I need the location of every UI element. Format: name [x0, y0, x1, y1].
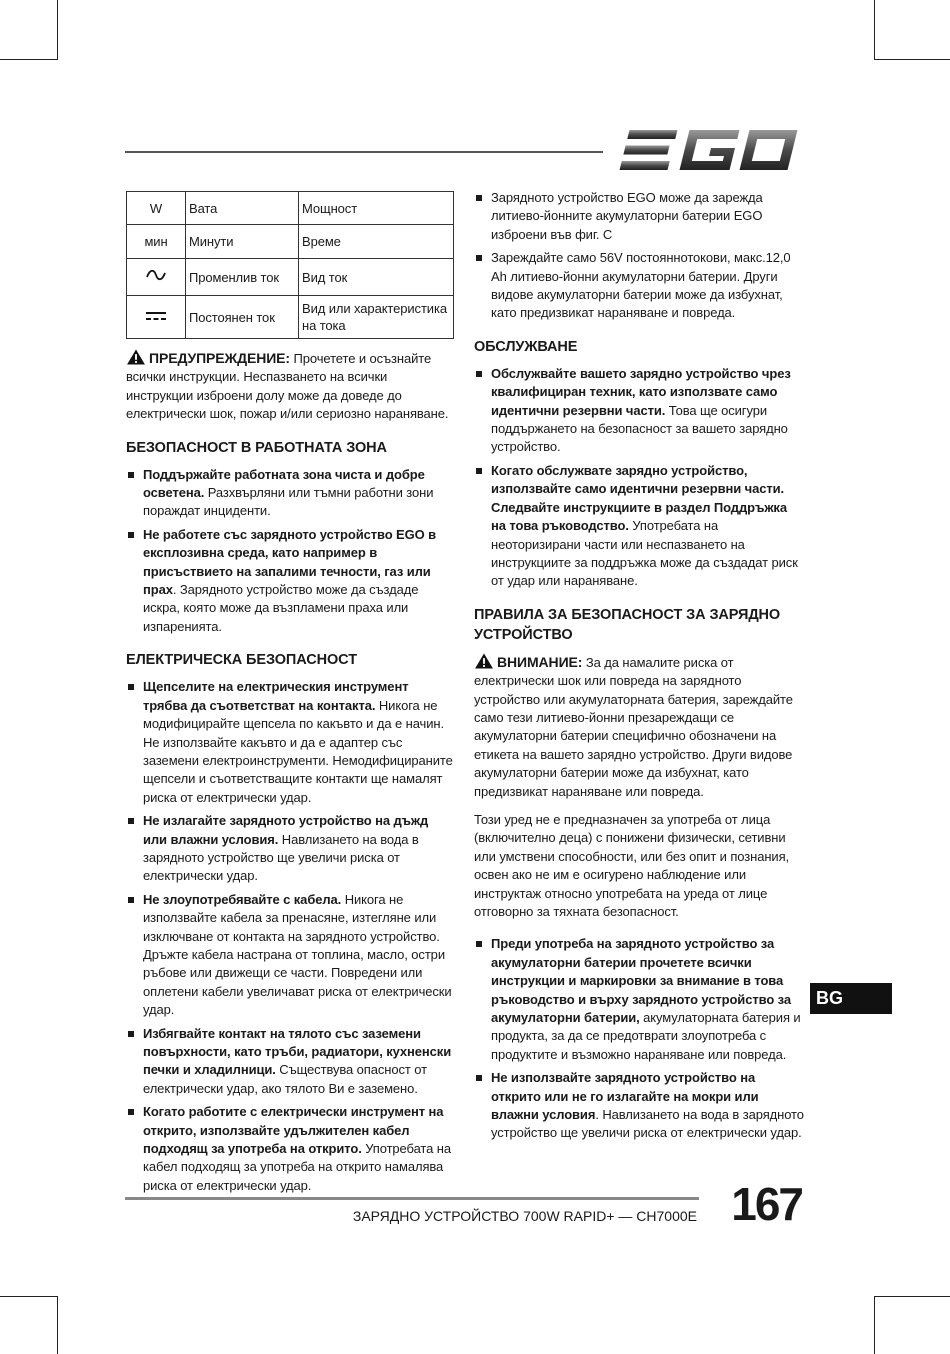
crop-mark: [874, 59, 950, 60]
item-text: Употребата на неоторизирани части или неспазването на инструкциите за поддръжка може да създадат риск от удар или нараняване.: [491, 518, 798, 589]
item-bold: Когато обслужвате зарядно устройство, използвайте само идентични резервни части. Следвайте инструкциите в раздел Поддръжка на това ръководство.: [491, 462, 787, 534]
caution-label: ВНИМАНИЕ:: [497, 653, 583, 670]
item-bold: Не използвайте зарядното устройство на открито или не го излагайте на мокри или влажни условия: [491, 1070, 759, 1123]
charger-list: [474, 189, 804, 323]
item-text: Никога не използвайте кабела за пренасяне, изтегляне или изключване от контакта на зарядното устройство. Дръжте кабела настрана от топлина, масло, остри ръбове или движещи се части. Повредени или оплетени кабели увеличават риска от електрически удар.: [143, 891, 452, 1018]
symbol-cell: мин: [127, 225, 186, 259]
item-text: Употребата на кабел подходящ за употреба на открито намалява риска от електрически удар.: [143, 1141, 451, 1193]
caution-text: За да намалите риска от електрически шок или повреда на зарядното устройство или акумулаторната батерия, зареждайте само тези литиево-йонни презареждащи се акумулаторни батерии специфично обозначени на етикета на вашето зарядно устройство. Други видове акумулаторни батерии може да избухнат, като предизвикат нараняване или повреда.: [474, 654, 793, 799]
crop-mark: [874, 0, 875, 60]
table-row: [127, 259, 454, 296]
left-column: [126, 191, 454, 1205]
item-text: Това ще осигури поддържането на безопасност за вашето зарядно устройство.: [491, 402, 788, 455]
footer-title: ЗАРЯДНО УСТРОЙСТВО 700W RAPID+ — CH7000E: [352, 1208, 697, 1224]
list-item: Зарядното устройство EGO може да зарежда литиево-йонните акумулаторни батерии EGO изброени във фиг. С: [474, 189, 804, 244]
crop-mark: [874, 1296, 950, 1297]
symbol-cell: [127, 296, 186, 339]
table-row: [127, 192, 454, 225]
list-item: [126, 678, 454, 807]
language-tab: BG: [810, 983, 892, 1014]
item-bold: Не излагайте зарядното устройство на дъжд или влажни условия.: [143, 813, 429, 847]
item-text: . Зарядното устройство може да създаде искра, която може да възпламени праха или изпаренията.: [143, 582, 419, 634]
right-column: [474, 189, 804, 1153]
item-text: Навлизането на вода в зарядното устройство ще увеличи риска от електрически удар.: [143, 831, 419, 884]
meaning-cell: Време: [299, 225, 454, 259]
symbols-table: [126, 191, 454, 339]
list-item: [474, 462, 804, 591]
meaning-cell: Вид или характеристика на тока: [299, 296, 454, 339]
caution-paragraph: [474, 653, 804, 801]
charger-rules-list: [474, 935, 804, 1142]
ego-logo: [618, 128, 800, 172]
item-bold: Не работете със зарядното устройство EGO в експлозивна среда, като например в присъствието на запалими течности, газ или прах: [143, 526, 437, 598]
table-row: [127, 296, 454, 339]
meaning-cell: Вид ток: [299, 259, 454, 296]
warning-triangle-icon: [126, 349, 146, 365]
alternating-current-icon: [145, 268, 167, 282]
item-bold: Преди употреба на зарядното устройство за акумулаторни батерии прочетете всички инструкции и маркировки за внимание в това ръководство и върху зарядното устройство за акумулаторни батерии,: [491, 936, 791, 1026]
item-text: Съществува опасност от електрически удар, ако тялото Ви е заземено.: [143, 1062, 427, 1096]
symbol-cell: [127, 259, 186, 296]
body-paragraph: Този уред не е предназначен за употреба от лица (включително деца) с понижени физически, сетивни или умствени способности, или без опит и познания, освен ако не им е осигурено наблюдение или инструктаж относно употребата на уреда от лице отговорно за тяхната безопасност.: [474, 811, 790, 919]
item-text: акумулаторната батерия и продукта, за да се предотврати злоупотреба с продуктите и възможно нараняване или повреда.: [491, 1010, 801, 1062]
name-cell: Минути: [186, 225, 299, 259]
symbol-cell: W: [127, 192, 186, 225]
item-text: Никога не модифицирайте щепсела по какъвто и да е начин. Не използвайте какъвто и да е адаптер със заземени електроинструменти. Немодифицираните щепсели и съответстващите контакти ще намалят риска от електрически удар.: [143, 697, 453, 805]
item-bold: Не злоупотребявайте с кабела.: [143, 891, 342, 907]
warning-label: ПРЕДУПРЕЖДЕНИЕ:: [149, 350, 290, 366]
item-bold: Поддържайте работната зона чиста и добре осветена.: [143, 466, 425, 501]
crop-mark: [57, 1296, 58, 1354]
section-heading: ПРАВИЛА ЗА БЕЗОПАСНОСТ ЗА ЗАРЯДНО УСТРОЙСТВО: [474, 606, 781, 643]
item-bold: Обслужвайте вашето зарядно устройство чрез квалифициран техник, като използвате само идентични резервни части.: [491, 365, 791, 418]
item-bold: Щепселите на електрическия инструмент трябва да съответстват на контакта.: [143, 679, 409, 713]
name-cell: Постоянен ток: [186, 296, 299, 339]
section-heading: БЕЗОПАСНОСТ В РАБОТНАТА ЗОНА: [126, 439, 387, 456]
section-heading: ОБСЛУЖВАНЕ: [474, 338, 578, 355]
warning-text: Прочетете и осъзнайте всички инструкции. Неспазването на всички инструкции изброени долу може да доведе до електрически шок, пожар и/или сериозно нараняване.: [126, 351, 449, 422]
page-number: 167: [731, 1178, 802, 1230]
direct-current-icon: [145, 310, 167, 322]
list-item: [126, 466, 454, 521]
item-bold: Когато работите с електрически инструмент на открито, използвайте удължителен кабел подходящ за употреба на открито.: [143, 1104, 444, 1157]
item-bold: Избягвайте контакт на тялото със заземени повърхности, като тръби, радиатори, кухненски печки и хладилници.: [143, 1025, 452, 1078]
name-cell: Променлив ток: [186, 259, 299, 296]
table-row: [127, 225, 454, 259]
list-item: [126, 812, 454, 886]
electrical-list: [126, 678, 454, 1195]
item-text: . Навлизането на вода в зарядното устройство ще увеличи риска от електрически удар.: [491, 1107, 804, 1141]
service-list: [474, 365, 804, 591]
footer-rule: [125, 1197, 699, 1200]
crop-mark: [874, 1296, 875, 1354]
item-text: Разхвърляни или тъмни работни зони пораждат инциденти.: [143, 485, 434, 519]
crop-mark: [0, 1296, 58, 1297]
list-item: Зареждайте само 56V постояннотокови, макс.12,0 Ah литиево-йонни акумулаторни батерии. Други видове акумулаторни батерии може да избухнат, като предизвикат нараняване и повреда.: [474, 249, 804, 323]
crop-mark: [57, 0, 58, 60]
meaning-cell: Мощност: [299, 192, 454, 225]
list-item: [126, 1103, 454, 1195]
header-rule: [125, 151, 603, 153]
work-area-list: [126, 466, 454, 637]
list-item: [474, 365, 804, 457]
list-item: [474, 1069, 804, 1143]
list-item: [126, 891, 454, 1020]
list-item: [126, 1025, 454, 1099]
name-cell: Вата: [186, 192, 299, 225]
list-item: [126, 526, 454, 636]
list-item: [474, 935, 804, 1064]
warning-paragraph: [126, 349, 454, 424]
warning-triangle-icon: [474, 653, 494, 669]
crop-mark: [0, 59, 58, 60]
section-heading: ЕЛЕКТРИЧЕСКА БЕЗОПАСНОСТ: [126, 652, 357, 669]
